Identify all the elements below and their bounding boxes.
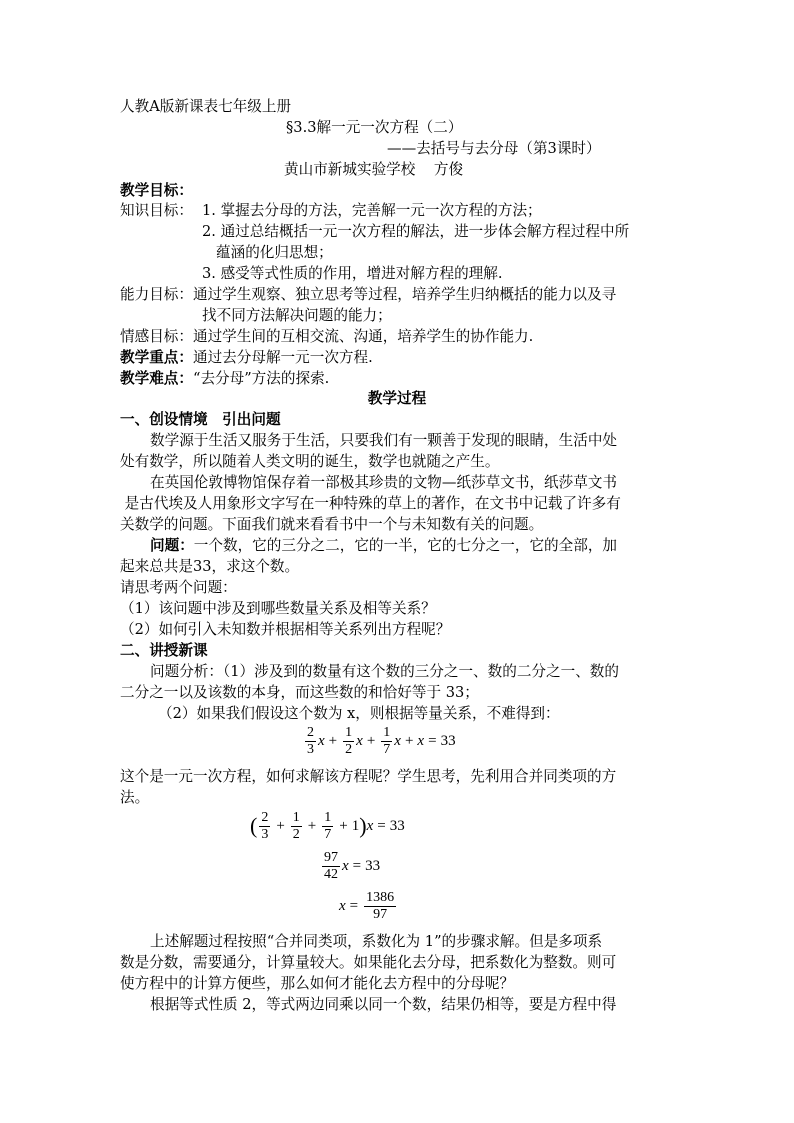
problem-text: 一个数，它的三分之二，它的一半，它的七分之一，它的全部，加 [193,537,618,554]
analysis-1-cont: 二分之一以及该数的本身，而这些数的和恰好等于 33； [120,684,479,701]
summary-2: 根据等式性质 2，等式两边同乘以同一个数，结果仍相等，要是方程中得 [150,996,617,1013]
think-prompt: 请思考两个问题： [120,579,237,596]
equation-4: x = $\frac{1386}{97}$ [339,889,395,922]
summary-1-cont: 数是分数，需要通分，计算量较大。如果能化去分母，把系数化为整数。则可 [120,954,617,971]
knowledge-goal-label: 知识目标： [120,202,193,219]
difficulty-text: “去分母”方法的探索. [192,370,330,387]
section-1-heading: 一、创设情境 引出问题 [120,411,281,428]
analysis-2: （2）如果我们假设这个数为 x，则根据等量关系，不难得到： [158,705,560,722]
problem-statement [150,536,617,556]
equation-3: $\frac{97}{42}$ x = 33 [324,849,381,882]
ability-goal: 能力目标：通过学生观察、独立思考等过程，培养学生归纳概括的能力以及寻 [120,286,617,303]
textbook-line: 人教A版新课表七年级上册 [120,98,292,115]
fraction-one-seventh: $\frac{1}{7}$ [383,724,391,757]
summary-1-end: 使方程中的计算方便些，那么如何才能化去方程中的分母呢？ [120,975,515,992]
paragraph-1: 数学源于生活又服务于生活，只要我们有一颗善于发现的眼睛，生活中处 [150,432,618,449]
question-1: （1）该问题中涉及到哪些数量关系及相等关系？ [120,600,436,617]
key-point-text: 通过去分母解一元一次方程. [192,349,373,366]
summary-1: 上述解题过程按照“合并同类项，系数化为 1”的步骤求解。但是多项系 [150,933,603,950]
section-title: §3.3解一元一次方程（二） [286,119,463,136]
question-2: （2）如何引入未知数并根据相等关系列出方程呢？ [120,621,451,638]
key-point-label: 教学重点： [120,349,193,366]
knowledge-goal-2-cont: 蕴涵的化归思想； [216,244,333,261]
fraction-one-half: $\frac{1}{2}$ [345,724,353,757]
paragraph-2-cont: 是古代埃及人用象形文字写在一种特殊的草上的著作，在文书中记载了许多有 [120,495,621,512]
fraction-two-thirds: $\frac{2}{3}$ [307,724,314,757]
section-2-heading: 二、讲授新课 [120,642,208,659]
paragraph-2-end: 关数学的问题。下面我们就来看看书中一个与未知数有关的问题。 [120,516,544,533]
problem-label: 问题： [150,537,194,554]
process-heading: 教学过程 [367,390,427,407]
paragraph-2: 在英国伦敦博物馆保存着一部极其珍贵的文物—纸莎草文书，纸莎草文书 [150,474,618,491]
knowledge-goal-1: 1. 掌握去分母的方法，完善解一元一次方程的方法； [202,202,542,219]
analysis-1: 问题分析：（1）涉及到的数量有这个数的三分之一、数的二分之一、数的 [150,663,619,680]
author-line: 黄山市新城实验学校 方俊 [284,161,464,178]
explanation-1: 这个是一元一次方程，如何求解该方程呢？学生思考，先利用合并同类项的方 [120,768,617,785]
difficulty-point [120,369,329,389]
knowledge-goal-3: 3. 感受等式性质的作用，增进对解方程的理解. [202,265,503,282]
ability-goal-cont: 找不同方法解决问题的能力； [202,307,392,324]
difficulty-label: 教学难点： [120,370,193,387]
key-point [120,348,373,368]
lesson-subtitle: ——去括号与去分母（第3课时） [387,140,601,157]
equation-1: $\frac{2}{3}$ x + $\frac{1}{2}$ x + $\frac{1}{7}$ x + x = 33 [307,724,456,757]
explanation-1-cont: 法。 [120,789,150,806]
paragraph-1-cont: 处有数学，所以随着人类文明的诞生，数学也就随之产生。 [120,453,500,470]
knowledge-goal-2: 2. 通过总结概括一元一次方程的解法，进一步体会解方程过程中所 [202,223,630,240]
emotion-goal: 情感目标：通过学生间的互相交流、沟通，培养学生的协作能力. [120,328,534,345]
problem-statement-cont: 起来总共是33，求这个数。 [120,558,300,575]
equation-2: ( $\frac{2}{3}$ + $\frac{1}{2}$ + $\frac{1}{7}$ + 1 ) x = 33 [250,809,405,842]
goals-heading: 教学目标： [120,182,193,199]
